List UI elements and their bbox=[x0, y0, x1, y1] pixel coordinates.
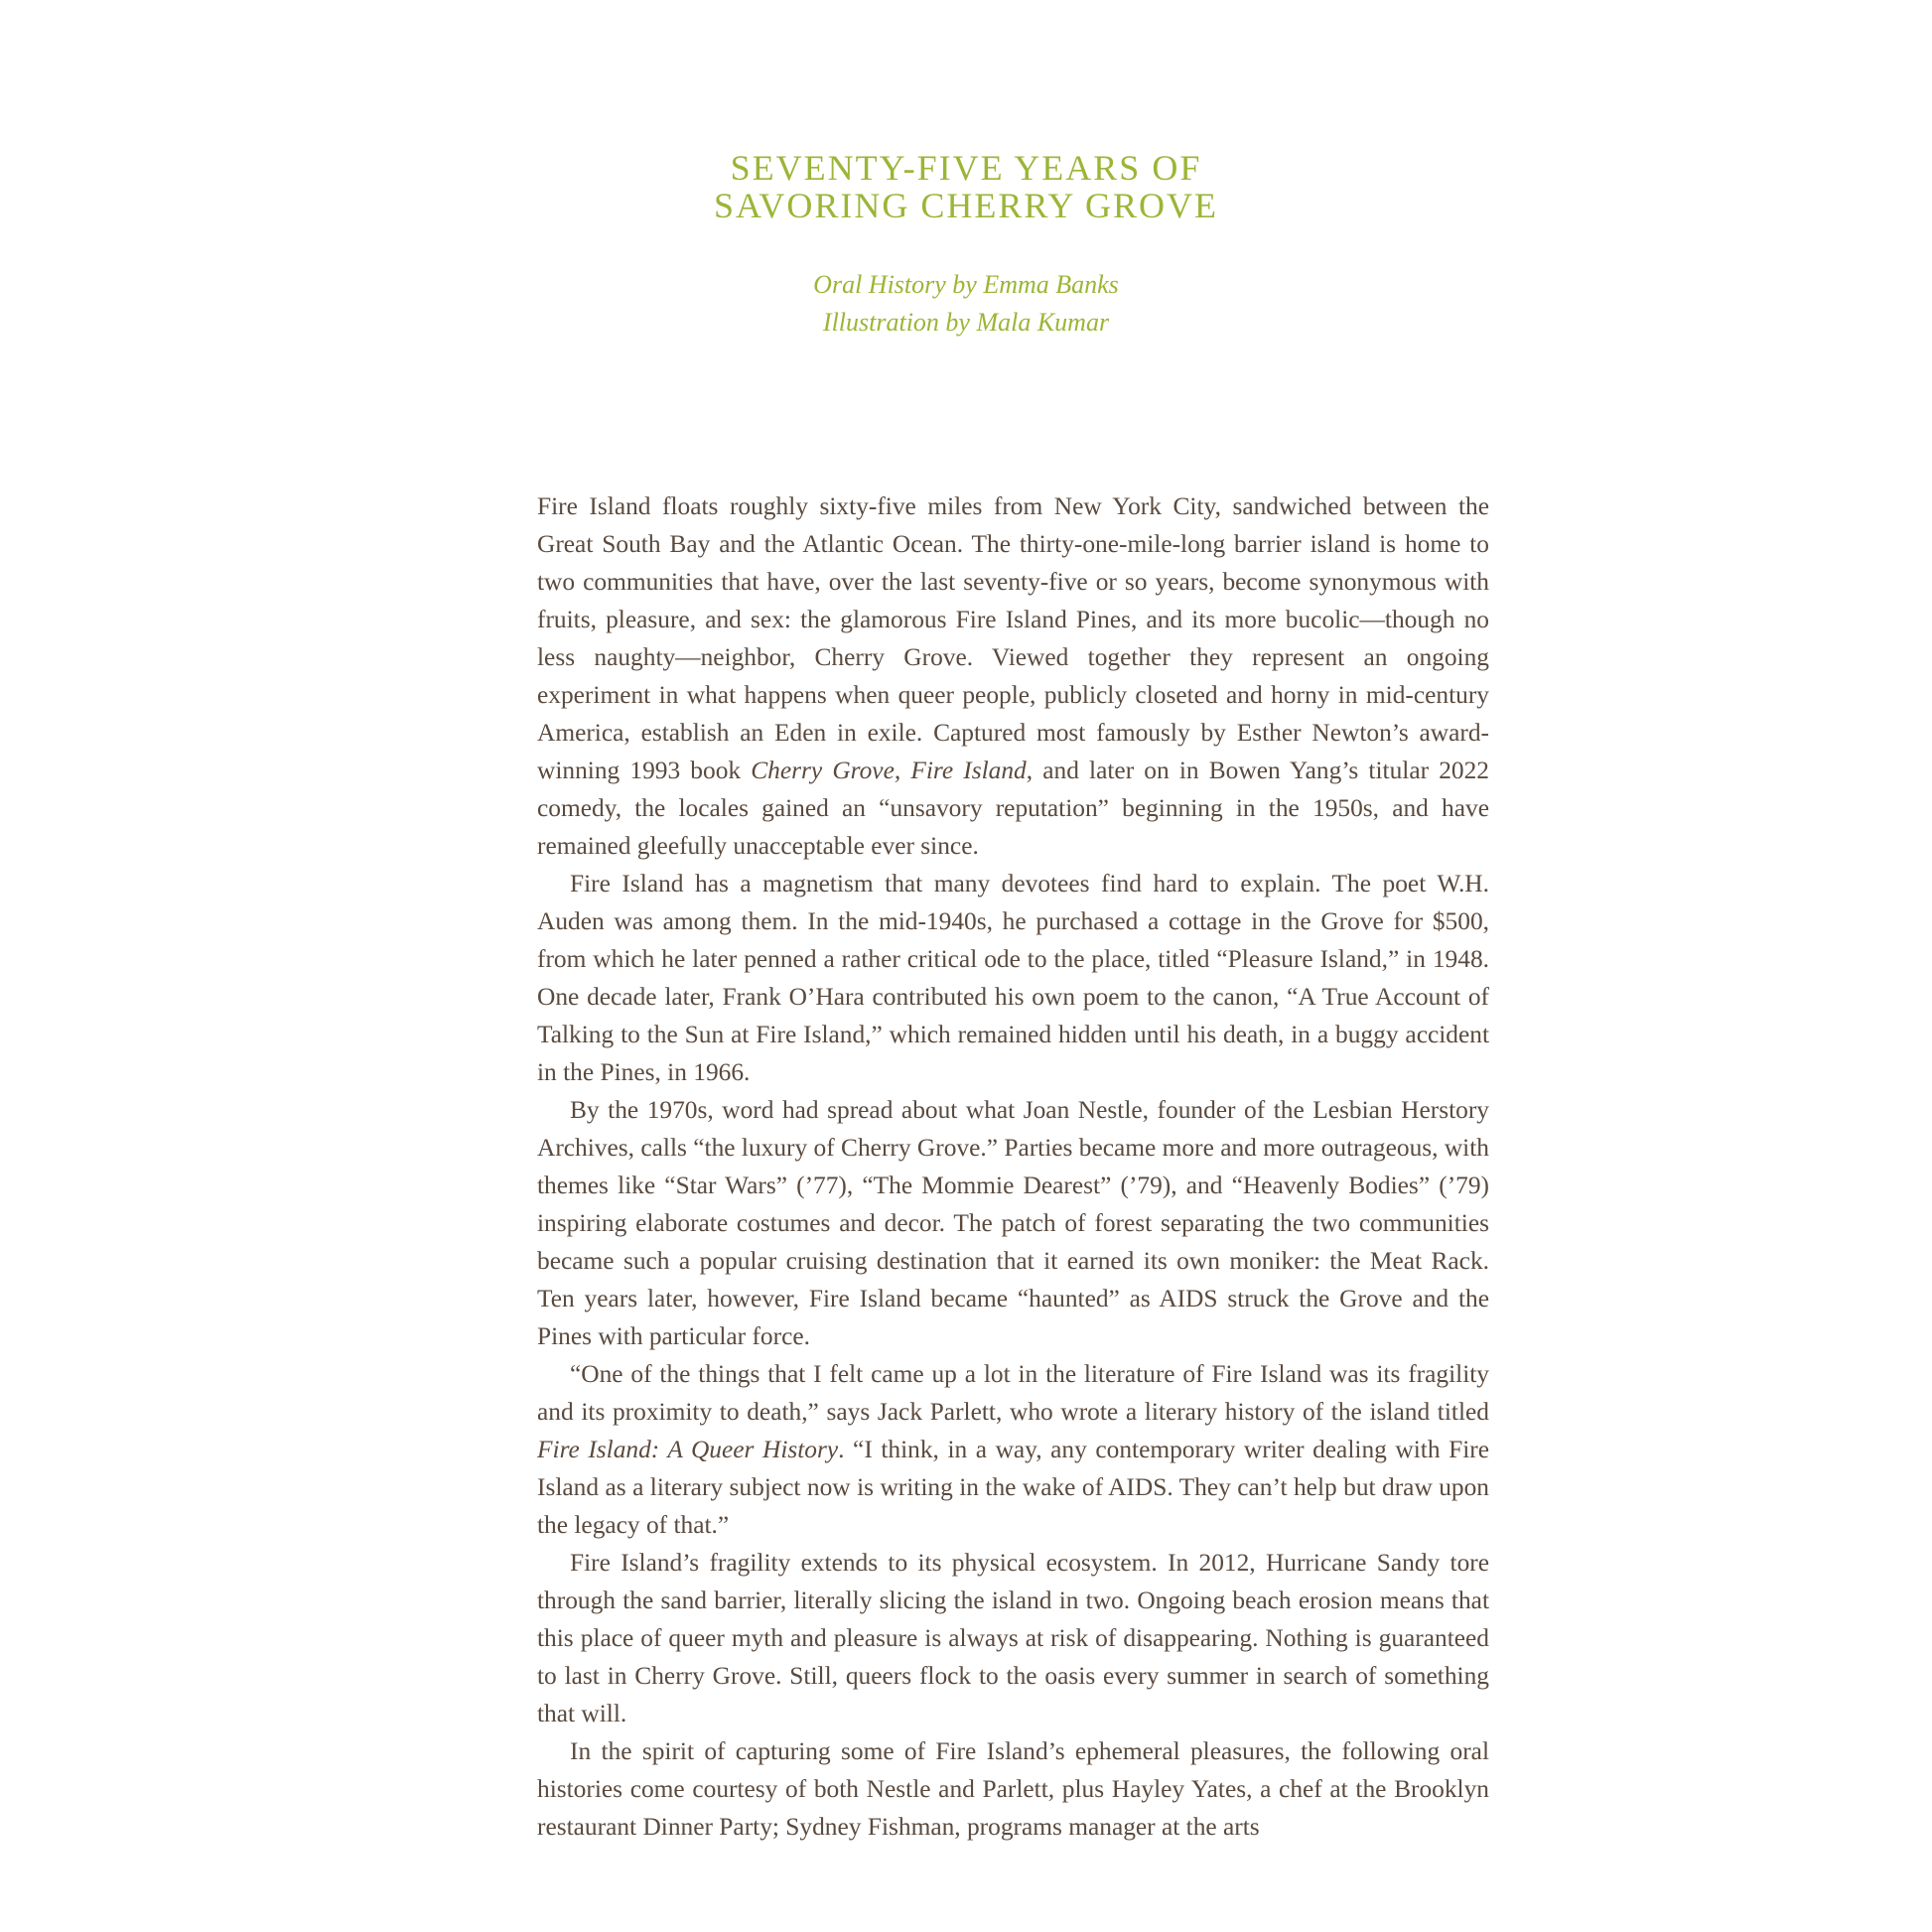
paragraph-4-text-b: . “I think, in a way, any contemporary writer dealing with Fire Island as a literary subject now is writing in the wake of AIDS. They can’t help but draw upon the legacy of that.” bbox=[537, 1436, 1489, 1539]
byline bbox=[0, 266, 1932, 342]
paragraph-5-text: Fire Island’s fragility extends to its physical ecosystem. In 2012, Hurricane Sandy tore through the sand barrier, literally slicing the island in two. Ongoing beach erosion means that this place of queer myth and pleasure is always at risk of disappearing. Nothing is guaranteed to last in Cherry Grove. Still, queers flock to the oasis every summer in search of something that will. bbox=[537, 1549, 1489, 1727]
paragraph-6 bbox=[537, 1732, 1489, 1846]
paragraph-3 bbox=[537, 1091, 1489, 1355]
byline-illustration: Illustration by Mala Kumar bbox=[822, 308, 1110, 337]
article-body bbox=[537, 487, 1489, 1846]
paragraph-3-text: By the 1970s, word had spread about what Joan Nestle, founder of the Lesbian Herstory Archives, calls “the luxury of Cherry Grove.” Parties became more and more outrageous, with themes like “Star Wars” (’77), “The Mommie Dearest” (’79), and “Heavenly Bodies” (’79) inspiring elaborate costumes and decor. The patch of forest separating the two communities became such a popular cruising destination that it earned its own moniker: the Meat Rack. Ten years later, however, Fire Island became “haunted” as AIDS struck the Grove and the Pines with particular force. bbox=[537, 1096, 1489, 1350]
paragraph-6-text: In the spirit of capturing some of Fire Island’s ephemeral pleasures, the following oral histories come courtesy of both Nestle and Parlett, plus Hayley Yates, a chef at the Brooklyn restaurant Dinner Party; Sydney Fishman, programs manager at the arts bbox=[537, 1737, 1489, 1841]
book-title-cherry-grove: Cherry Grove, Fire Island bbox=[751, 757, 1027, 784]
byline-oral-history: Oral History by Emma Banks bbox=[813, 270, 1119, 299]
paragraph-1-text-b: , and later on in Bowen Yang’s titular 2022 comedy, the locales gained an “unsavory reputation” beginning in the 1950s, and have remained gleefully unacceptable ever since. bbox=[537, 757, 1489, 860]
paragraph-2-text: Fire Island has a magnetism that many devotees find hard to explain. The poet W.H. Auden was among them. In the mid-1940s, he purchased a cottage in the Grove for $500, from which he later penned a rather critical ode to the place, titled “Pleasure Island,” in 1948. One decade later, Frank O’Hara contributed his own poem to the canon, “A True Account of Talking to the Sun at Fire Island,” which remained hidden until his death, in a buggy accident in the Pines, in 1966. bbox=[537, 870, 1489, 1086]
book-title-fire-island: Fire Island: A Queer History bbox=[537, 1436, 839, 1463]
paragraph-1 bbox=[537, 487, 1489, 865]
paragraph-2 bbox=[537, 865, 1489, 1091]
paragraph-5 bbox=[537, 1544, 1489, 1732]
article-header bbox=[0, 149, 1932, 342]
article-title-line-2: SAVORING CHERRY GROVE bbox=[713, 186, 1219, 225]
paragraph-4 bbox=[537, 1355, 1489, 1544]
article-title-line-1: SEVENTY-FIVE YEARS OF bbox=[730, 148, 1202, 188]
paragraph-1-text-a: Fire Island floats roughly sixty-five miles from New York City, sandwiched between the Great South Bay and the Atlantic Ocean. The thirty-one-mile-long barrier island is home to two communities that have, over the last seventy-five or so years, become synonymous with fruits, pleasure, and sex: the glamorous Fire Island Pines, and its more bucolic—though no less naughty—neighbor, Cherry Grove. Viewed together they represent an ongoing experiment in what happens when queer people, publicly closeted and horny in mid-century America, establish an Eden in exile. Captured most famously by Esther Newton’s award-winning 1993 book bbox=[537, 492, 1489, 784]
paragraph-4-text-a: “One of the things that I felt came up a lot in the literature of Fire Island was its fragility and its proximity to death,” says Jack Parlett, who wrote a literary history of the island titled bbox=[537, 1360, 1489, 1426]
